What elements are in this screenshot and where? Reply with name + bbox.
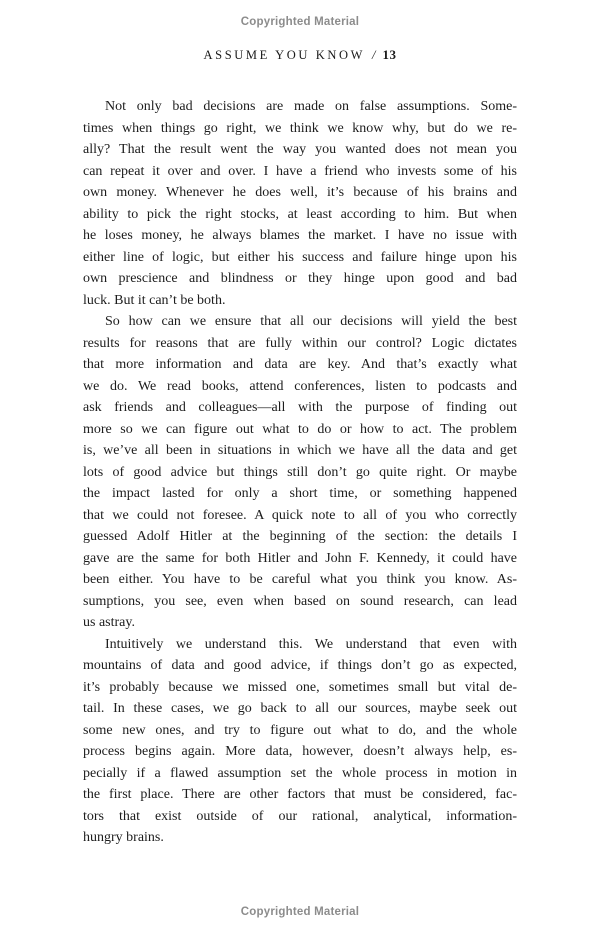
text-line: So how can we ensure that all our decisions will yield the best (105, 314, 517, 329)
text-line: Intuitively we understand this. We understand that even with (105, 636, 517, 652)
text-line: us astray. (83, 615, 135, 630)
text-line: more so we can figure out what to do or how to act. The problem (83, 421, 517, 437)
copyright-notice-top: Copyrighted Material (240, 16, 360, 28)
paragraph (83, 96, 517, 311)
text-line: tail. In these cases, we go back to all our sources, maybe seek out (83, 701, 517, 716)
text-line: mountains of data and good advice, if things don’t go as expected, (83, 658, 517, 673)
text-line: gave are the same for both Hitler and John F. Kennedy, it could have (83, 550, 517, 566)
text-line: been either. You have to be careful what you think you know. As- (83, 572, 517, 587)
text-line: the first place. There are other factors that must be considered, fac- (83, 787, 517, 802)
page-number: 13 (382, 47, 397, 62)
body-text (83, 96, 517, 849)
text-line: luck. But it can’t be both. (83, 292, 226, 308)
text-line: is, we’ve all been in situations in which we have all the data and get (83, 443, 517, 458)
text-line: hungry brains. (83, 830, 164, 845)
text-line: own prescience and blindness or they hinge upon good and bad (83, 271, 517, 286)
text-line: results for reasons that are fully within our control? Logic dictates (83, 335, 517, 351)
running-header (0, 47, 600, 63)
text-line: lots of good advice but things still don’t go quite right. Or maybe (83, 464, 517, 480)
chapter-title: ASSUME YOU KNOW (203, 48, 365, 62)
text-line: pecially if a flawed assumption set the whole process in motion in (83, 765, 517, 781)
text-line: the impact lasted for only a short time, or something happened (83, 486, 517, 501)
text-line: guessed Adolf Hitler at the beginning of the section: the details I (83, 529, 517, 544)
text-line: some new ones, and try to figure out what to do, and the whole (83, 722, 517, 738)
paragraph (83, 311, 517, 634)
text-line: sumptions, you see, even when based on sound research, can lead (83, 593, 517, 609)
text-line: he loses money, he always blames the market. I have no issue with (83, 228, 517, 243)
header-separator: / (371, 48, 376, 62)
text-line: Not only bad decisions are made on false assumptions. Some- (105, 99, 517, 114)
text-line: tors that exist outside of our rational, analytical, information- (83, 808, 517, 824)
text-line: ask friends and colleagues—all with the purpose of finding out (83, 400, 517, 415)
text-line: it’s probably because we missed one, sometimes small but vital de- (83, 679, 517, 695)
text-line: ally? That the result went the way you wanted does not mean you (83, 142, 517, 157)
copyright-notice-bottom: Copyrighted Material (240, 906, 360, 918)
text-line: either line of logic, but either his success and failure hinge upon his (83, 249, 517, 265)
paragraph (83, 634, 517, 849)
text-line: own money. Whenever he does well, it’s because of his brains and (83, 185, 517, 200)
text-line: process begins again. More data, however, doesn’t always help, es- (83, 744, 517, 759)
text-line: can repeat it over and over. I have a friend who invests some of his (83, 163, 517, 179)
text-line: times when things go right, we think we know why, but do we re- (83, 120, 517, 136)
text-line: that we could not foresee. A quick note to all of you who correctly (83, 507, 517, 523)
text-line: we do. We read books, attend conferences, listen to podcasts and (83, 378, 517, 394)
text-line: that more information and data are key. And that’s exactly what (83, 357, 517, 372)
text-line: ability to pick the right stocks, at least according to him. But when (83, 206, 517, 222)
